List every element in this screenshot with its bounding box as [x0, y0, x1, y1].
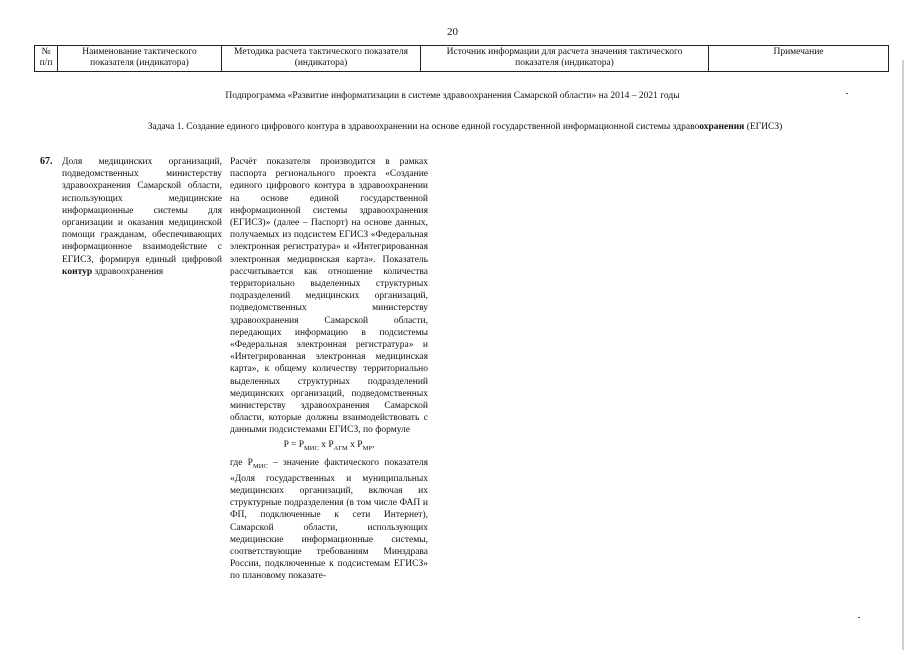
table-header-row: [35, 46, 889, 72]
scan-speck: [858, 617, 860, 618]
method-cell: [230, 156, 428, 583]
indicator-name-cell: [62, 156, 222, 278]
method-description: Расчёт показателя производится в рамках паспорта регионального проекта «Создание единого цифрового контура в здравоохранении на основе единой государственной информационной системы здравоохранения (ЕГИСЗ)» (далее – Паспорт) на основе данных, получаемых из подсистем ЕГИСЗ «Федеральная электронная регистратура» и «Интегрированная электронная медицинская карта». Показатель рассчитывается как отношение количества территориально выделенных структурных подразделений медицинских организаций, подведомственных министерству здравоохранения Самарской области, передающих информацию в подсистемы «Федеральная электронная регистратура» и «Интегрированная электронная медицинская карта», к общему количеству территориально выделенных структурных подразделений медицинских организаций, подведомственных министерству здравоохранения Самарской области, которые должны взаимодействовать с данными подсистемами ЕГИСЗ, по формуле: [230, 157, 428, 436]
indicator-table-header: [34, 45, 889, 72]
column-header-source: Источник информации для расчета значения тактического показателя (индикатора): [421, 46, 709, 72]
page-number: 20: [447, 26, 458, 38]
column-header-number: № п/п: [35, 46, 58, 72]
scan-edge: [902, 60, 904, 650]
indicator-name-tail: здравоохранения: [94, 266, 164, 277]
task-title-prefix: Задача 1. Создание единого цифрового контура в здравоохранении на основе единой государственной информационной системы здраво: [147, 122, 700, 132]
method-variable-definition: где $P_{МИС}$ – значение фактического показателя «Доля государственных и муниципальных медицинских организаций, включая их структурные подразделения (в том числе ФАП и ФП, подключенные к сети Интернет), Самарской области, использующих медицинские информационные системы, соответствующие требованиям Минздрава России, подключенные к подсистемам ЕГИСЗ» по плановому показате-: [230, 457, 428, 582]
formula: $P = P_{МИС}$ x $P_{АГМ}$ x $P_{МР}$,: [283, 439, 375, 452]
task-title: [40, 122, 890, 132]
task-title-bold: охранения: [699, 122, 745, 132]
scan-speck: [846, 93, 848, 94]
column-header-method: Методика расчета тактического показателя (индикатора): [222, 46, 421, 72]
column-header-note: Примечание: [709, 46, 889, 72]
column-header-indicator-name: Наименование тактического показателя (индикатора): [58, 46, 222, 72]
row-number: 67.: [40, 156, 53, 167]
indicator-name-text: Доля медицинских организаций, подведомственных министерству здравоохранения Самарской области, использующих медицинские информационные системы для организации и оказания медицинской помощи гражданам, обеспечивающих информационное взаимодействие с ЕГИСЗ, формируя единый цифровой: [62, 157, 222, 265]
subprogram-title: Подпрограмма «Развитие информатизации в системе здравоохранения Самарской области» на 2014 – 2021 годы: [225, 91, 680, 101]
indicator-name-bold: контур: [62, 266, 93, 277]
task-title-suffix: (ЕГИСЗ): [744, 122, 783, 132]
